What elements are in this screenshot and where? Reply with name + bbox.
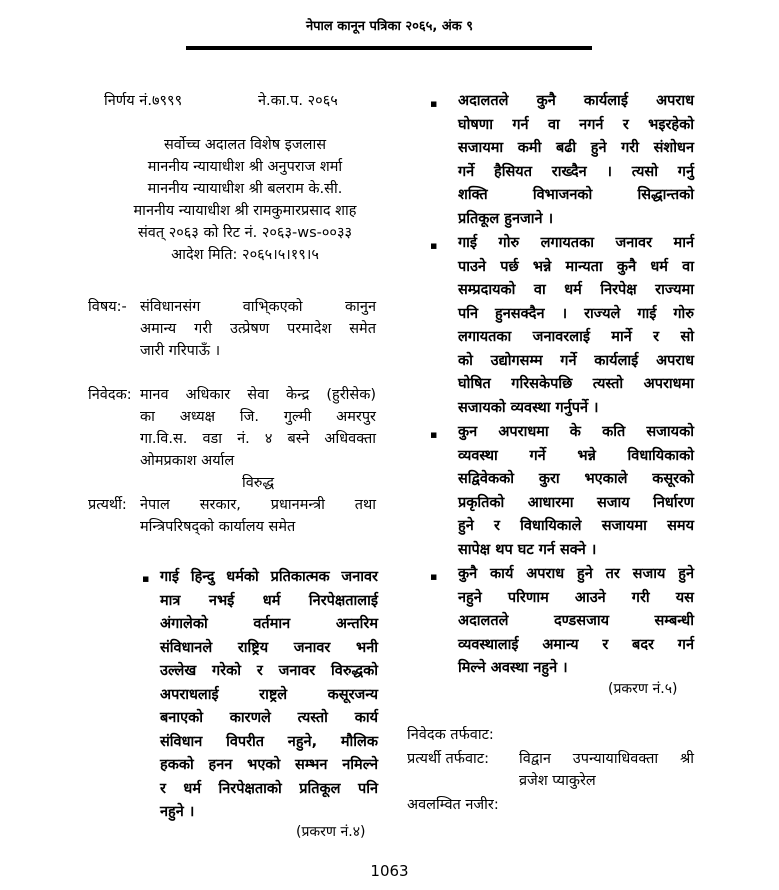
versus: विरुद्ध bbox=[241, 475, 275, 491]
headnote-line: प्रकृतिको आधारमा सजाय निर्धारण bbox=[458, 494, 694, 511]
headnote-line: अदालतले कुनै कार्यलाई अपराध bbox=[458, 93, 694, 109]
headnote-line: पाउने पर्छ भन्ने मान्यता कुनै धर्म वा bbox=[458, 258, 694, 275]
headnote-line: शक्ति विभाजनको सिद्धान्तको bbox=[458, 187, 694, 203]
headnote-line: कुनै कार्य अपराध हुने तर सजाय हुने bbox=[458, 566, 694, 582]
running-head: नेपाल कानून पत्रिका २०६५, अंक ९ bbox=[305, 19, 474, 34]
headnote-line: मिल्ने अवस्था नहुने । bbox=[458, 660, 568, 676]
headnote-line: कुन अपराधमा के कति सजायको bbox=[458, 424, 694, 440]
respondent-counsel-label: प्रत्यर्थी तर्फवाट: bbox=[407, 751, 489, 767]
petitioner-line: मानव अधिकार सेवा केन्द्र (हुरीसेक) bbox=[140, 387, 376, 403]
headnote-line: गाई गोरु लगायतका जनावर मार्न bbox=[458, 235, 694, 251]
subject-line: संविधानसंग वाभि्कएको कानुन bbox=[140, 299, 376, 315]
headnote-line: बनाएको कारणले त्यस्तो कार्य bbox=[160, 710, 378, 726]
headnote-line: र धर्म निरपेक्षताको प्रतिकूल पनि bbox=[160, 780, 378, 797]
headnote-line: सजायमा कमी बढी हुने गरी संशोधन bbox=[458, 140, 694, 156]
headnote-line: हकको हनन भएको सम्भन नमिल्ने bbox=[160, 757, 378, 773]
headnote-line: सापेक्ष थप घट गर्न सक्ने । bbox=[458, 541, 597, 558]
petitioner-label: निवेदक: bbox=[88, 387, 132, 403]
headnote-line: पनि हुनसक्दैन । राज्यले गाई गोरु bbox=[458, 305, 694, 322]
headnote-line: व्यवस्था गर्ने भन्ने विधायिकाको bbox=[458, 447, 694, 464]
headnote-line: सम्प्रदायको वा धर्म निरपेक्ष राज्यमा bbox=[458, 282, 694, 298]
headnote-line: हुने र विधायिकाले सजायमा समय bbox=[458, 518, 694, 534]
headnote-line: प्रतिकूल हुनजाने । bbox=[458, 210, 554, 227]
subject-line: अमान्य गरी उत्प्रेषण परमादेश समेत bbox=[140, 321, 376, 337]
headnote-line: सद्विवेकको कुरा भएकाले कसूरको bbox=[458, 471, 694, 487]
paragraph-reference: (प्रकरण नं.५) bbox=[608, 681, 678, 697]
petitioner-line: गा.वि.स. वडा नं. ४ बस्ने अधिवक्ता bbox=[140, 431, 376, 447]
respondent-line: नेपाल सरकार, प्रधानमन्त्री तथा bbox=[140, 497, 376, 513]
headnote-line: को उद्योगसम्म गर्ने कार्यलाई अपराध bbox=[458, 352, 694, 369]
bench-line: माननीय न्यायाधीश श्री रामकुमारप्रसाद शाह bbox=[133, 203, 357, 219]
headnote-line: अदालतले दण्डसजाय सम्बन्धी bbox=[458, 613, 694, 629]
nkp-reference: ने.का.प. २०६५ bbox=[258, 93, 338, 109]
respondent-counsel-line: व्रजेश प्याकुरेल bbox=[519, 773, 596, 789]
bench-line: माननीय न्यायाधीश श्री अनुपराज शर्मा bbox=[147, 159, 343, 175]
headnote-line: संविधानले राष्ट्रिय जनावर भनी bbox=[160, 639, 378, 656]
headnote-line: व्यवस्थालाई अमान्य र बदर गर्न bbox=[458, 636, 694, 653]
headnote-line: नहुने परिणाम आउने गरी यस bbox=[458, 589, 694, 606]
headnote-line: गाई हिन्दु धर्मको प्रतिकात्मक जनावर bbox=[160, 569, 378, 585]
headnote-line: मात्र नभई धर्म निरपेक्षतालाई bbox=[160, 592, 378, 609]
headnote-line: नहुने । bbox=[160, 804, 195, 820]
bench-line: सर्वोच्च अदालत विशेष इजलास bbox=[163, 137, 327, 153]
headnote-line: सजायको व्यवस्था गर्नुपर्ने । bbox=[458, 399, 599, 416]
bullet-marker: ▪ bbox=[430, 428, 438, 441]
headnote-line: लगायतका जनावरलाई मार्ने र सो bbox=[458, 329, 694, 345]
paragraph-reference: (प्रकरण नं.४) bbox=[296, 824, 366, 840]
headnote-line: उल्लेख गरेको र जनावर विरुद्धको bbox=[160, 663, 378, 679]
petitioner-line: का अध्यक्ष जि. गुल्मी अमरपुर bbox=[140, 409, 376, 425]
header-rule bbox=[186, 46, 592, 50]
bench-line: आदेश मिति: २०६५।५।१९।५ bbox=[171, 247, 319, 263]
headnote-line: घोषणा गर्न वा नगर्न र भइरहेको bbox=[458, 116, 694, 133]
respondent-label: प्रत्यर्थी: bbox=[88, 497, 127, 513]
bullet-marker: ▪ bbox=[430, 97, 438, 110]
petitioner-counsel-label: निवेदक तर्फवाट: bbox=[407, 727, 494, 743]
decision-number: निर्णय नं.७९९९ bbox=[104, 93, 183, 109]
cited-precedents-label: अवलम्वित नजीर: bbox=[407, 797, 499, 813]
respondent-line: मन्त्रिपरिषद्को कार्यालय समेत bbox=[140, 519, 296, 535]
respondent-counsel-line: विद्वान उपन्यायाधिवक्ता श्री bbox=[519, 751, 694, 767]
bullet-marker: ▪ bbox=[142, 572, 150, 585]
headnote-line: गर्ने हैसियत राख्दैन । त्यसो गर्नु bbox=[458, 163, 694, 180]
subject-line: जारी गरिपाऊँ । bbox=[140, 343, 221, 359]
bench-line: माननीय न्यायाधीश श्री बलराम के.सी. bbox=[147, 181, 343, 197]
headnote-line: संविधान विपरीत नहुने, मौलिक bbox=[160, 733, 378, 750]
subject-label: विषय:- bbox=[88, 299, 127, 315]
headnote-line: घोषित गरिसकेपछि त्यस्तो अपराधमा bbox=[458, 376, 694, 392]
headnote-line: अपराधलाई राष्ट्रले कसूरजन्य bbox=[160, 686, 378, 703]
bench-line: संवत् २०६३ को रिट नं. २०६३-ws-००३३ bbox=[137, 225, 353, 241]
petitioner-line: ओमप्रकाश अर्याल bbox=[140, 453, 235, 469]
bullet-marker: ▪ bbox=[430, 239, 438, 252]
page-number: 1063 bbox=[370, 862, 409, 880]
headnote-line: अंगालेको वर्तमान अन्तरिम bbox=[160, 616, 378, 632]
bullet-marker: ▪ bbox=[430, 570, 438, 583]
